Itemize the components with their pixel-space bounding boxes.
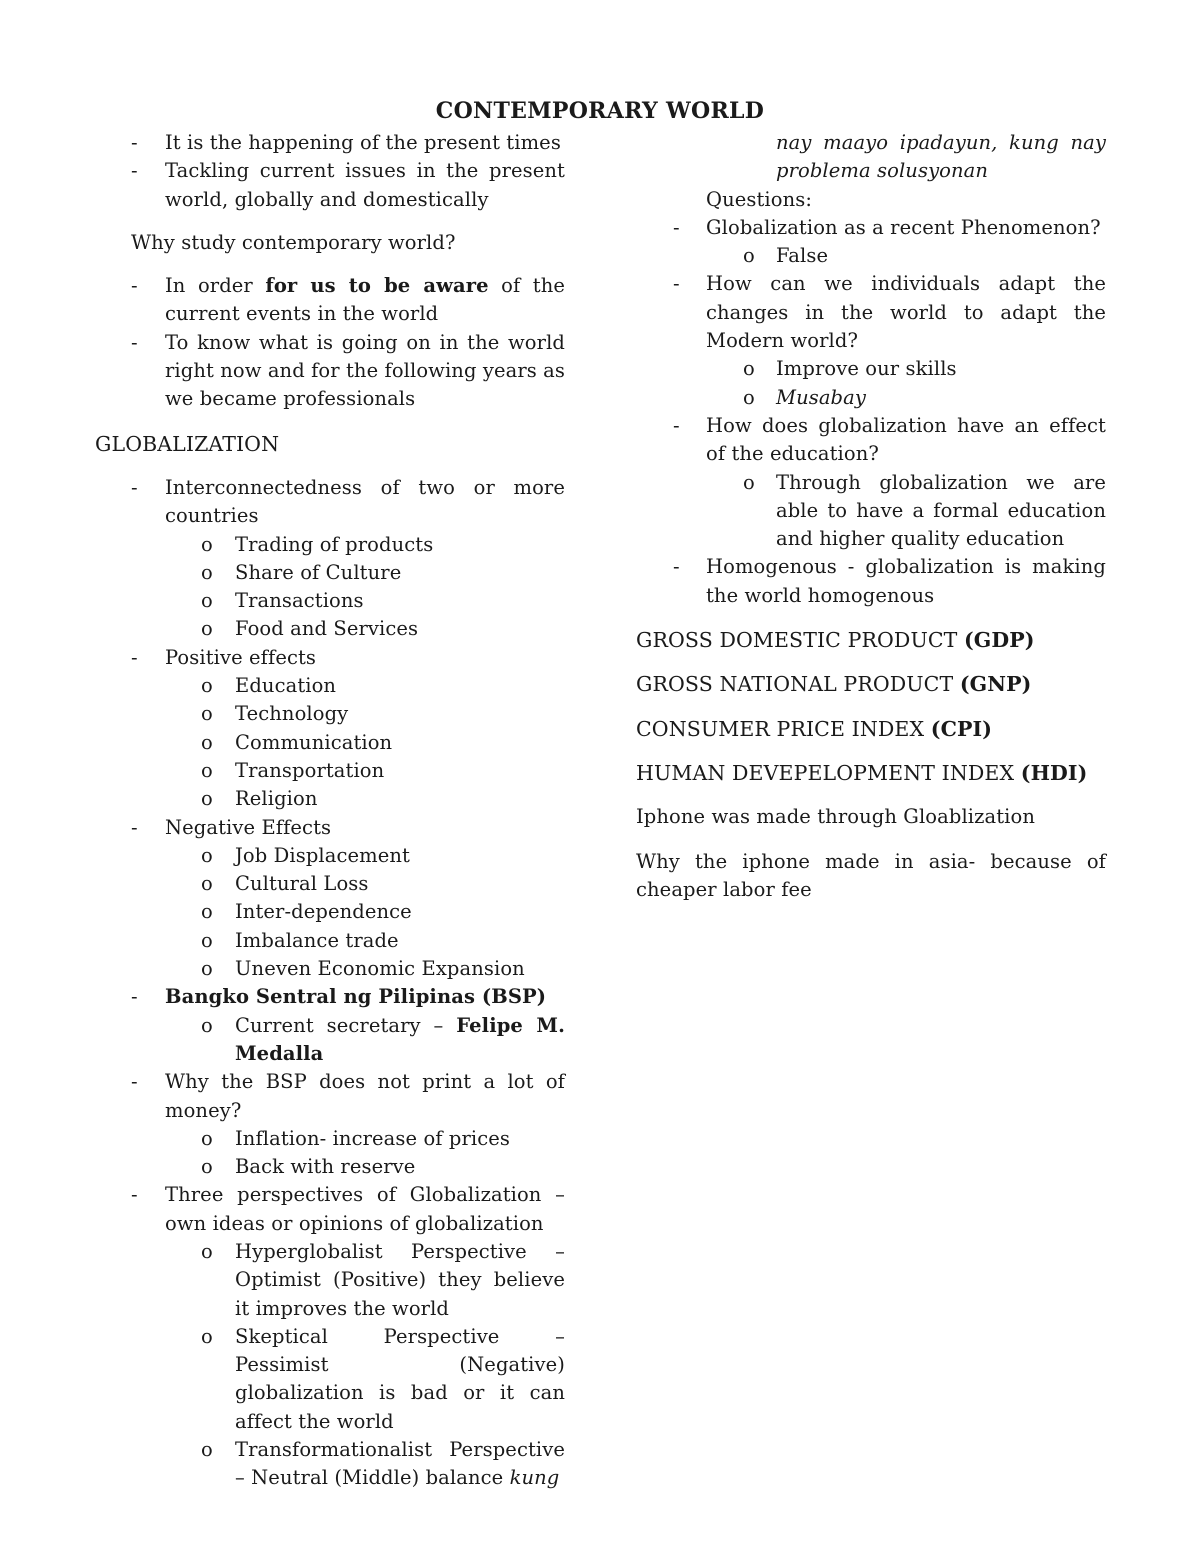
list-item: - To know what is going on in the world right now and for the following years as we became professionals	[131, 330, 565, 411]
sub-item: o Skeptical Perspective – Pessimist (Negative) globalization is bad or it can affect the world	[201, 1324, 565, 1433]
bullet-marker: o	[743, 470, 755, 494]
question-item: - Globalization as a recent Phenomenon?	[636, 214, 1106, 242]
bullet-marker: o	[201, 1013, 213, 1037]
question-item: - How does globalization have an effect of the education?	[673, 413, 1106, 466]
bullet-marker: o	[201, 560, 213, 584]
dash-marker: -	[131, 159, 138, 183]
sub-item: o Transformationalist Perspective – Neutral (Middle) balance kung	[201, 1438, 565, 1490]
bullet-marker: o	[201, 730, 213, 754]
sub-item: o Transactions	[95, 587, 565, 615]
dash-marker: -	[673, 215, 680, 239]
list-item: - Bangko Sentral ng Pilipinas (BSP)	[95, 983, 565, 1011]
bullet-marker: o	[201, 1239, 213, 1263]
bullet-marker: o	[201, 1126, 213, 1150]
bullet-marker: o	[201, 589, 213, 613]
sub-item: o Transportation	[95, 757, 565, 785]
sub-item: o Education	[95, 672, 565, 700]
sub-item: o Technology	[95, 700, 565, 728]
answer-item: o Improve our skills	[636, 355, 1106, 383]
bullet-marker: o	[201, 900, 213, 924]
bullet-marker: o	[201, 1324, 213, 1348]
bullet-marker: o	[201, 758, 213, 782]
answer-item: o Through globalization we are able to have a formal education and higher quality education	[743, 470, 1106, 551]
iphone-reason: Why the iphone made in asia- because of cheaper labor fee	[636, 849, 1106, 901]
sub-item: o Inter-dependence	[95, 898, 565, 926]
page-title: CONTEMPORARY WORLD	[435, 98, 765, 124]
list-item: - Why the BSP does not print a lot of money?	[131, 1070, 565, 1122]
sub-item: o Share of Culture	[95, 559, 565, 587]
bullet-marker: o	[201, 843, 213, 867]
sub-item: o Uneven Economic Expansion	[95, 955, 565, 983]
list-item: - Three perspectives of Globalization – own ideas or opinions of globalization	[131, 1183, 565, 1235]
continued-text: nay maayo ipadayun, kung nay problema solusyonan	[776, 131, 1106, 183]
sub-item: o Cultural Loss	[95, 870, 565, 898]
iphone-note: Iphone was made through Gloablization	[636, 805, 1036, 829]
answer-item: o Musabay	[636, 384, 1106, 412]
right-column	[636, 129, 1106, 904]
bullet-marker: o	[743, 357, 755, 381]
dash-marker: -	[131, 645, 138, 669]
left-column	[95, 129, 565, 1493]
sub-item: o Hyperglobalist Perspective – Optimist (Positive) they believe it improves the world	[201, 1239, 565, 1320]
bullet-marker: o	[201, 617, 213, 641]
sub-item: o Back with reserve	[95, 1153, 565, 1181]
sub-item: o Religion	[95, 785, 565, 813]
bullet-marker: o	[743, 385, 755, 409]
bullet-marker: o	[201, 872, 213, 896]
dash-marker: -	[131, 1070, 138, 1094]
gnp-heading: GROSS NATIONAL PRODUCT (GNP)	[636, 672, 1032, 697]
list-item: - Tackling current issues in the present world, globally and domestically	[131, 159, 565, 211]
questions-label: Questions:	[706, 187, 813, 211]
sub-item: o Food and Services	[95, 615, 565, 643]
bullet-marker: o	[201, 532, 213, 556]
dash-marker: -	[131, 475, 138, 499]
dash-marker: -	[131, 1183, 138, 1207]
hdi-heading: HUMAN DEVEPELOPMENT INDEX (HDI)	[636, 760, 1088, 785]
why-heading: Why study contemporary world?	[131, 230, 456, 254]
dash-marker: -	[131, 131, 138, 154]
question-item: - How can we individuals adapt the changes in the world to adapt the Modern world?	[673, 272, 1106, 353]
section-heading-globalization: GLOBALIZATION	[95, 431, 280, 456]
dash-marker: -	[131, 815, 138, 839]
dash-marker: -	[131, 274, 138, 298]
dash-marker: -	[673, 413, 680, 437]
answer-item: o False	[636, 242, 1106, 270]
dash-marker: -	[131, 330, 138, 354]
list-item: - Negative Effects	[95, 814, 565, 842]
dash-marker: -	[673, 555, 680, 579]
sub-item: o Imbalance trade	[95, 927, 565, 955]
bullet-marker: o	[201, 674, 213, 698]
list-item: - Positive effects	[95, 644, 565, 672]
bullet-marker: o	[201, 1438, 213, 1462]
question-item: - Homogenous - globalization is making the world homogenous	[673, 555, 1106, 607]
bullet-marker: o	[201, 928, 213, 952]
cpi-heading: CONSUMER PRICE INDEX (CPI)	[636, 716, 993, 741]
gdp-heading: GROSS DOMESTIC PRODUCT (GDP)	[636, 628, 1035, 653]
bullet-marker: o	[201, 787, 213, 811]
sub-item: o Trading of products	[95, 531, 565, 559]
list-item: - It is the happening of the present times	[95, 129, 565, 157]
dash-marker: -	[131, 985, 138, 1009]
bullet-marker: o	[743, 244, 755, 268]
bullet-marker: o	[201, 702, 213, 726]
list-item: - In order for us to be aware of the current events in the world	[131, 274, 565, 326]
list-item: - Interconnectedness of two or more countries	[131, 475, 565, 528]
dash-marker: -	[673, 272, 680, 296]
sub-item: o Current secretary – Felipe M. Medalla	[201, 1013, 565, 1065]
bullet-marker: o	[201, 957, 213, 981]
sub-item: o Job Displacement	[95, 842, 565, 870]
sub-item: o Inflation- increase of prices	[95, 1125, 565, 1153]
sub-item: o Communication	[95, 729, 565, 757]
bullet-marker: o	[201, 1155, 213, 1179]
